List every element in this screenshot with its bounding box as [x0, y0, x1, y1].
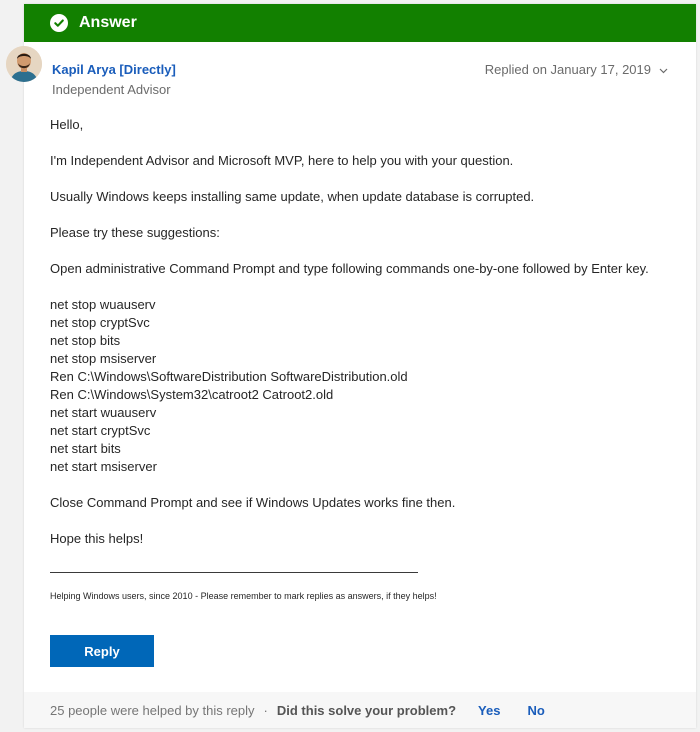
separator-dot: · [263, 702, 268, 718]
command-line: Ren C:\Windows\SoftwareDistribution SoftwareDistribution.old [50, 369, 408, 384]
author-name-link[interactable]: Kapil Arya [Directly] [52, 62, 176, 77]
post-body [50, 116, 680, 566]
yes-link[interactable]: Yes [478, 702, 501, 718]
replied-date [485, 62, 668, 77]
command-line: net stop bits [50, 333, 121, 348]
signature-divider [50, 572, 418, 573]
answer-card [24, 4, 696, 728]
command-line: net stop msiserver [50, 351, 157, 366]
command-line: net stop wuauserv [50, 297, 156, 312]
greeting: Hello, [50, 117, 84, 132]
command-line: net stop cryptSvc [50, 315, 150, 330]
command-line: net start msiserver [50, 459, 157, 474]
command-line: net start cryptSvc [50, 423, 151, 438]
answer-label: Answer [79, 14, 137, 31]
command-line: net start bits [50, 441, 121, 456]
replied-date-text: Replied on January 17, 2019 [484, 62, 651, 77]
check-circle-icon [50, 14, 68, 32]
author-role: Independent Advisor [52, 82, 171, 97]
command-line: Ren C:\Windows\System32\catroot2 Catroot2.old [50, 387, 334, 402]
hope-paragraph: Hope this helps! [50, 531, 144, 546]
answer-banner [24, 4, 696, 42]
instruction-paragraph: Open administrative Command Prompt and type following commands one-by-one followed by Enter key. [50, 261, 649, 276]
command-line: net start wuauserv [50, 405, 157, 420]
avatar[interactable] [6, 46, 42, 82]
signature-text: Helping Windows users, since 2010 - Please remember to mark replies as answers, if they helps! [50, 591, 437, 601]
no-link[interactable]: No [527, 702, 545, 718]
closing-paragraph: Close Command Prompt and see if Windows Updates works fine then. [50, 495, 456, 510]
chevron-down-icon[interactable] [659, 62, 668, 77]
intro-paragraph: I'm Independent Advisor and Microsoft MVP, here to help you with your question. [50, 153, 514, 168]
command-list [50, 296, 680, 476]
cause-paragraph: Usually Windows keeps installing same update, when update database is corrupted. [50, 189, 535, 204]
helped-count: 25 people were helped by this reply [50, 702, 255, 718]
feedback-footer [24, 692, 696, 728]
suggest-paragraph: Please try these suggestions: [50, 225, 220, 240]
solve-question: Did this solve your problem? [276, 702, 457, 718]
reply-button[interactable]: Reply [50, 635, 154, 667]
